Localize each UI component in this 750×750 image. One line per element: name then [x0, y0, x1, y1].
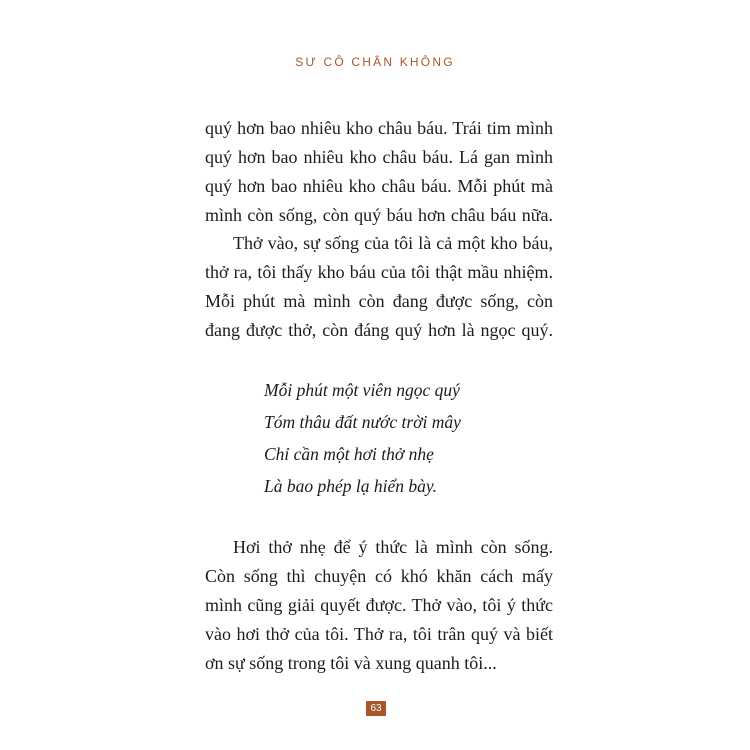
paragraph-3 — [205, 533, 553, 678]
poem-line: Mỗi phút một viên ngọc quý — [264, 380, 460, 400]
poem-line: Chỉ cần một hơi thở nhẹ — [264, 444, 434, 464]
text-line: ơn sự sống trong tôi và xung quanh tôi... — [205, 653, 497, 673]
text-line: đang được thở, còn đáng quý hơn là ngọc quý. — [205, 320, 553, 340]
text-line: quý hơn bao nhiêu kho châu báu. Lá gan mình — [205, 147, 553, 167]
paragraph-1 — [205, 114, 553, 230]
page-number: 63 — [366, 701, 386, 716]
poem-line: Tóm thâu đất nước trời mây — [264, 412, 461, 432]
poem — [264, 374, 564, 502]
text-line: quý hơn bao nhiêu kho châu báu. Trái tim mình — [205, 118, 553, 138]
text-line: Còn sống thì chuyện có khó khăn cách mấy — [205, 566, 553, 586]
text-line: Hơi thở nhẹ để ý thức là mình còn sống. — [233, 537, 553, 557]
text-line: thở ra, tôi thấy kho báu của tôi thật mầu nhiệm. — [205, 262, 553, 282]
text-line: Thở vào, sự sống của tôi là cả một kho báu, — [233, 233, 553, 253]
running-head: SƯ CÔ CHÂN KHÔNG — [295, 55, 455, 69]
paragraph-2 — [205, 229, 553, 345]
text-line: quý hơn bao nhiêu kho châu báu. Mỗi phút mà — [205, 176, 553, 196]
text-line: vào hơi thở của tôi. Thở ra, tôi trân quý và biết — [205, 624, 553, 644]
text-line: Mỗi phút mà mình còn đang được sống, còn — [205, 291, 553, 311]
text-line: mình còn sống, còn quý báu hơn châu báu nữa. — [205, 205, 553, 225]
poem-line: Là bao phép lạ hiển bày. — [264, 476, 438, 496]
text-line: mình cũng giải quyết được. Thở vào, tôi ý thức — [205, 595, 553, 615]
